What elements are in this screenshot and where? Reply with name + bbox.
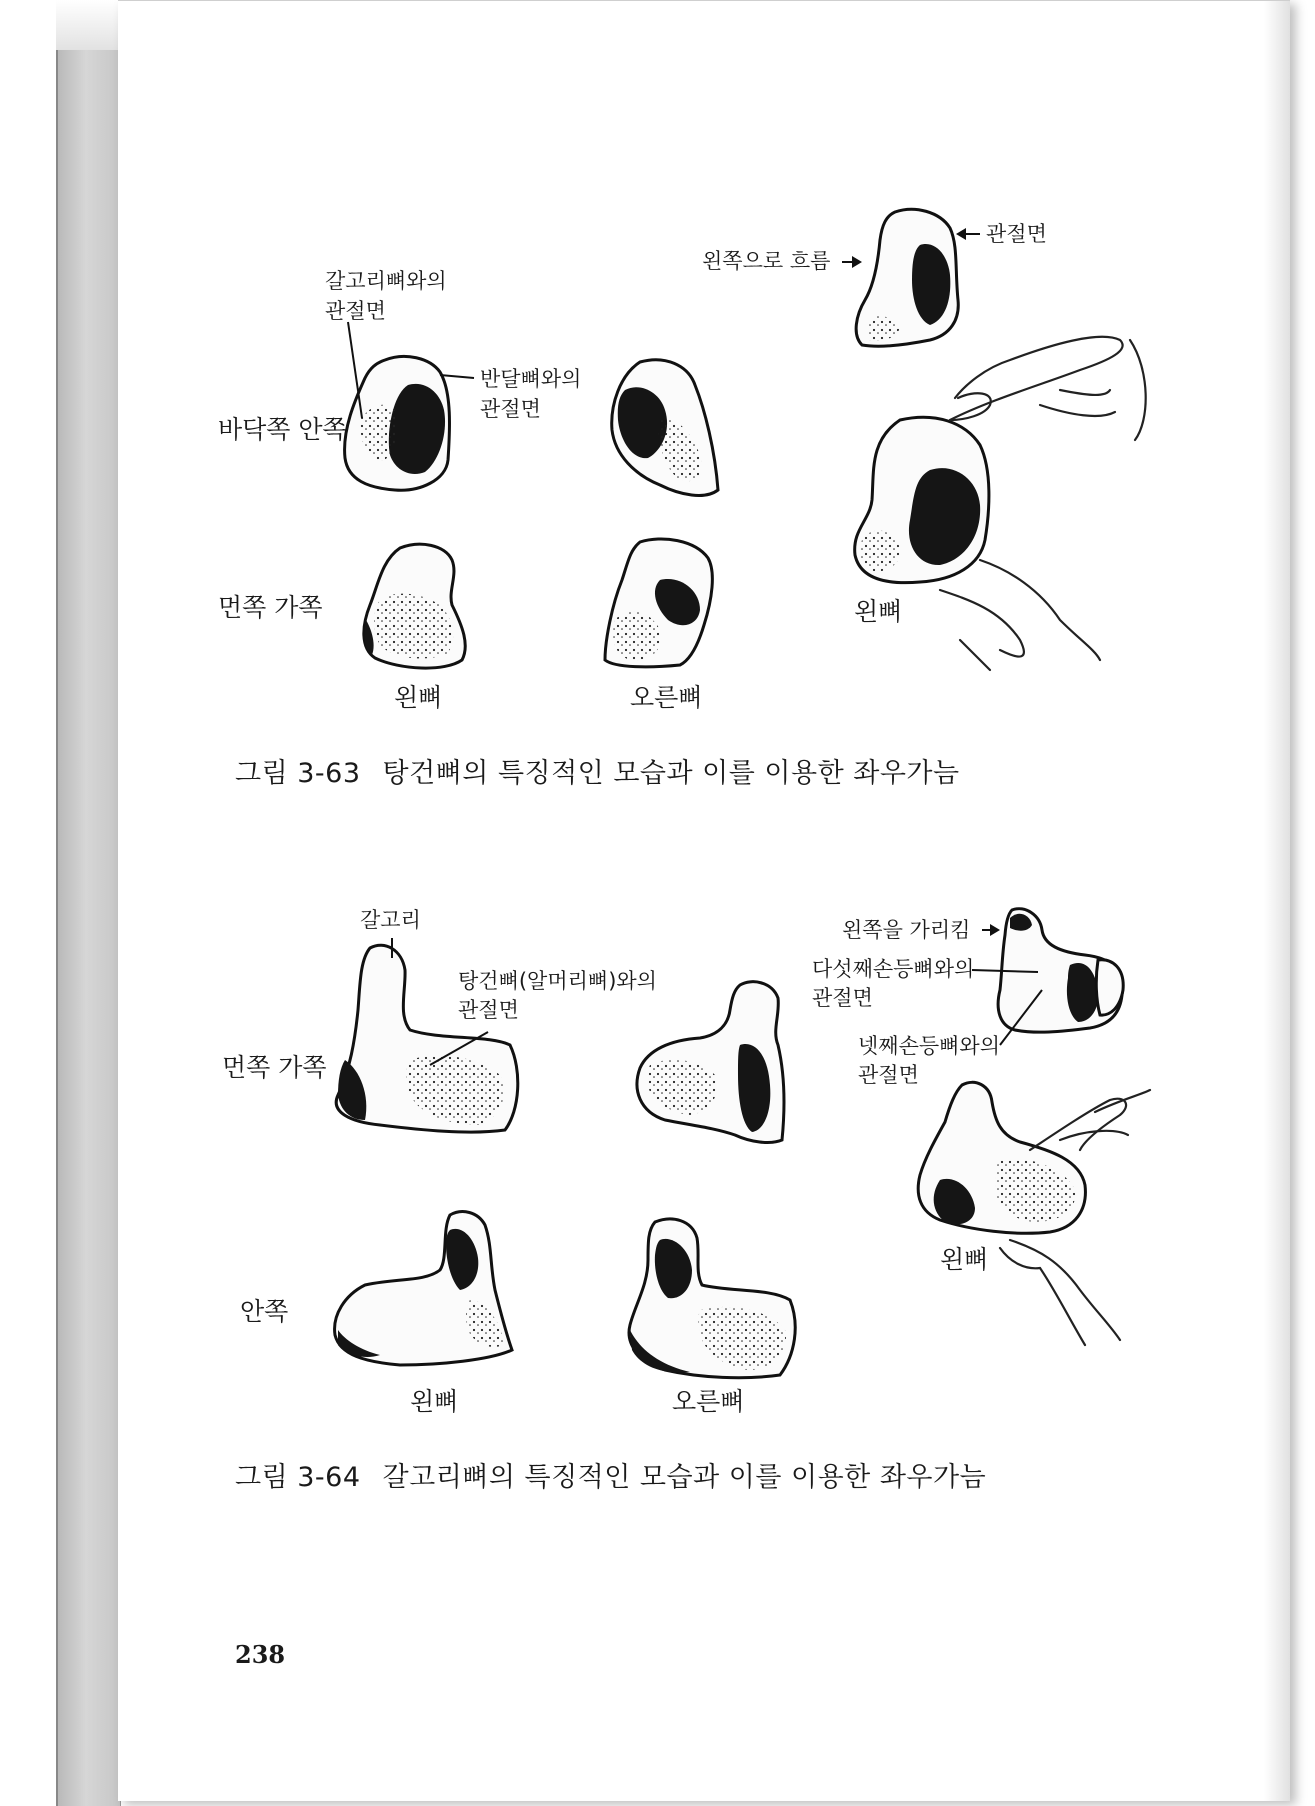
- fig63-caption: [235, 751, 960, 790]
- fig63-label-hamate-articular: 갈고리뼈와의 관절면: [325, 269, 447, 323]
- fig63-label-hand-left-bone: 왼뼈: [854, 597, 903, 626]
- fig64-bone-medial-right: [629, 1219, 795, 1378]
- fig64-label-points-left: 왼쪽을 가리킴: [842, 918, 971, 942]
- fig63-bone-distal-lateral-left: [364, 544, 465, 668]
- fig63-caption-number: 그림 3-63: [235, 758, 361, 789]
- page-number: 238: [235, 1640, 286, 1669]
- fig64-label-distal-lateral: 먼쪽 가쪽: [222, 1053, 327, 1082]
- fig64-label-triquetrum-articular: 탕건뼈(알머리뼈)와의 관절면: [458, 969, 657, 1022]
- fig64-label-left-bone: 왼뼈: [410, 1387, 459, 1416]
- fig63-label-palmar-medial: 바닥쪽 안쪽: [218, 415, 347, 444]
- fig64-label-hook: 갈고리: [360, 908, 421, 932]
- fig63-label-distal-lateral: 먼쪽 가쪽: [218, 593, 323, 622]
- fig64-label-hand-left-bone: 왼뼈: [940, 1245, 989, 1274]
- fig64-bone-in-hand: [918, 1082, 1085, 1233]
- fig64-label-fourth-metacarpal: 넷째손등뼈와의 관절면: [858, 1034, 1001, 1087]
- fig64-bone-distal-lateral-right: [637, 982, 784, 1143]
- fig63-label-left-bone: 왼뼈: [394, 683, 443, 712]
- fig63-label-flow-left: 왼쪽으로 흐름: [702, 249, 831, 273]
- fig64-label-medial: 안쪽: [240, 1297, 289, 1326]
- fig64-caption-text: 갈고리뼈의 특징적인 모습과 이를 이용한 좌우가늠: [382, 1462, 987, 1493]
- fig63-leader-lunate: [440, 375, 474, 378]
- fig63-label-right-bone: 오른뼈: [630, 683, 703, 712]
- fig63-arrowhead-articular: [956, 228, 966, 240]
- fig63-label-articular-surface: 관절면: [986, 222, 1047, 246]
- fig64-bone-medial-left: [335, 1212, 512, 1365]
- fig63-bone-in-hand: [855, 417, 989, 582]
- fig63-bone-distal-lateral-right: [605, 539, 712, 667]
- fig63-label-lunate-articular: 반달뼈와의 관절면: [480, 367, 582, 421]
- fig64-label-fifth-metacarpal: 다섯째손등뼈와의 관절면: [812, 957, 975, 1010]
- fig64-caption-number: 그림 3-64: [235, 1462, 361, 1493]
- fig63-bone-palmar-medial-left: [345, 356, 450, 490]
- fig64-label-right-bone: 오른뼈: [672, 1387, 745, 1416]
- fig63-bone-palmar-medial-right: [612, 360, 718, 496]
- fig64-caption: [235, 1455, 986, 1494]
- fig64-arrowhead-points-left: [990, 924, 1000, 936]
- fig63-arrowhead-flow-left: [852, 256, 862, 268]
- fig63-bone-top-right: [856, 209, 958, 346]
- fig63-caption-text: 탕건뼈의 특징적인 모습과 이를 이용한 좌우가늠: [382, 758, 960, 789]
